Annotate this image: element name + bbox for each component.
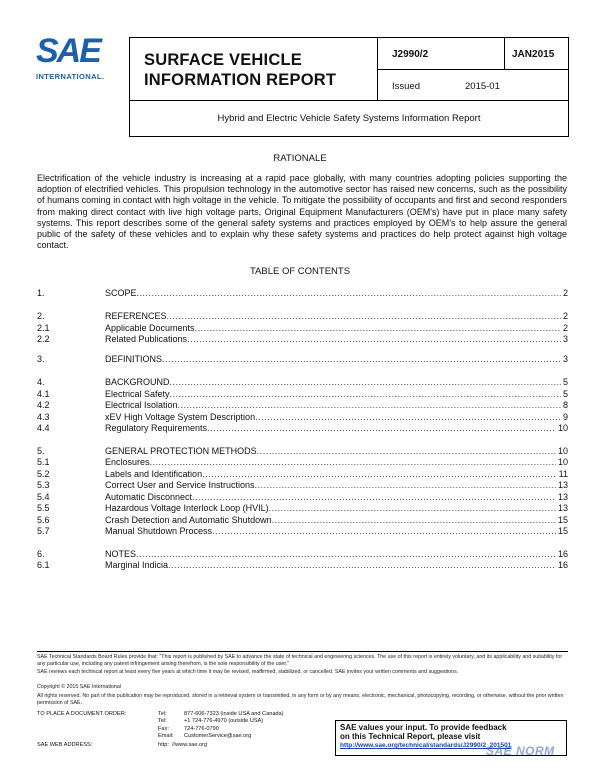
toc-entry-number: 5.7: [37, 526, 50, 536]
toc-entry-number: 4.4: [37, 423, 50, 433]
toc-leader-dots: [137, 288, 561, 299]
toc-entry-number: 6.1: [37, 560, 50, 570]
footer-copyright: Copyright © 2015 SAE International: [37, 684, 121, 690]
toc-entry-title: Applicable Documents: [105, 323, 195, 333]
toc-entry[interactable]: [37, 526, 568, 537]
fax-label: Fax:: [158, 726, 169, 732]
toc-leader-dots: [170, 377, 561, 388]
toc-entry-title-line: [105, 503, 568, 514]
feedback-line-2: on this Technical Report, please visit: [340, 732, 481, 741]
toc-entry[interactable]: [37, 389, 568, 400]
toc-entry-title-line: [105, 354, 568, 365]
toc-entry-page: 3: [562, 354, 568, 364]
toc-entry-title: Marginal Indicia: [105, 560, 169, 570]
fax-number: 724-776-0790: [184, 726, 219, 732]
toc-entry-page: 2: [562, 323, 568, 333]
toc-entry-page: 13: [557, 492, 568, 502]
header-divider: [377, 69, 569, 70]
toc-entry[interactable]: [37, 412, 568, 423]
toc-entry[interactable]: [37, 469, 568, 480]
toc-leader-dots: [178, 400, 561, 411]
toc-entry-number: 5.6: [37, 515, 50, 525]
toc-entry[interactable]: [37, 400, 568, 411]
toc-entry[interactable]: [37, 492, 568, 503]
toc-entry-number: 5.4: [37, 492, 50, 502]
toc-entry-page: 8: [562, 400, 568, 410]
toc-entry-title-line: [105, 423, 568, 434]
toc-entry-title: BACKGROUND: [105, 377, 170, 387]
toc-entry[interactable]: [37, 377, 568, 388]
toc-entry-page: 11: [558, 469, 568, 479]
toc-entry[interactable]: [37, 323, 568, 334]
toc-leader-dots: [162, 354, 561, 365]
toc-entry-title-line: [105, 446, 568, 457]
toc-entry-page: 16: [557, 549, 568, 559]
order-label: TO PLACE A DOCUMENT ORDER:: [37, 711, 127, 717]
toc-entry-page: 15: [557, 515, 568, 525]
toc-leader-dots: [187, 334, 561, 345]
toc-leader-dots: [167, 311, 561, 322]
sae-logo-mark: SAE: [36, 32, 100, 70]
toc-entry-title-line: [105, 400, 568, 411]
document-number: J2990/2: [392, 49, 429, 60]
toc-entry-number: 4.1: [37, 389, 50, 399]
toc-entry-number: 2.2: [37, 334, 50, 344]
toc-entry[interactable]: [37, 423, 568, 434]
title-line-1: SURFACE VEHICLE: [144, 51, 302, 69]
toc-entry-title: DEFINITIONS: [105, 354, 163, 364]
toc-entry-number: 2.1: [37, 323, 50, 333]
toc-entry-number: 6.: [37, 549, 45, 559]
issued-date: 2015-01: [465, 81, 500, 92]
toc-leader-dots: [272, 515, 556, 526]
document-header-box: [129, 37, 569, 101]
toc-heading: TABLE OF CONTENTS: [249, 266, 351, 277]
toc-entry[interactable]: [37, 446, 568, 457]
toc-entry-title: Related Publications: [105, 334, 188, 344]
toc-entry-title: Hazardous Voltage Interlock Loop (HVIL): [105, 503, 269, 513]
toc-entry-title-line: [105, 334, 568, 345]
toc-entry-title: Electrical Safety: [105, 389, 170, 399]
toc-entry-number: 4.2: [37, 400, 50, 410]
toc-leader-dots: [192, 492, 556, 503]
toc-entry-number: 3.: [37, 354, 45, 364]
toc-entry-title: NOTES: [105, 549, 137, 559]
toc-entry-page: 15: [557, 526, 568, 536]
feedback-line-1: SAE values your input. To provide feedback: [340, 723, 507, 732]
toc-entry-title: Electrical Isolation: [105, 400, 178, 410]
toc-entry-page: 3: [562, 334, 568, 344]
rationale-heading: RATIONALE: [273, 153, 327, 164]
toc-leader-dots: [255, 480, 556, 491]
toc-leader-dots: [168, 560, 556, 571]
toc-entry[interactable]: [37, 288, 568, 299]
feedback-link[interactable]: http://www.sae.org/technical/standards/J2990/2_201501: [340, 742, 512, 749]
web-protocol: http:: [158, 742, 169, 748]
toc-entry-page: 10: [557, 457, 568, 467]
toc-entry-title: Automatic Disconnect: [105, 492, 193, 502]
toc-leader-dots: [202, 469, 557, 480]
toc-entry-number: 5.: [37, 446, 45, 456]
document-type-title: [144, 50, 336, 90]
toc-entry-title: GENERAL PROTECTION METHODS: [105, 446, 257, 456]
toc-entry-page: 16: [557, 560, 568, 570]
toc-entry-page: 2: [562, 288, 568, 298]
toc-entry[interactable]: [37, 515, 568, 526]
toc-entry[interactable]: [37, 311, 568, 322]
toc-entry-title-line: [105, 389, 568, 400]
toc-entry[interactable]: [37, 334, 568, 345]
toc-entry-title-line: [105, 526, 568, 537]
toc-leader-dots: [195, 323, 561, 334]
toc-entry-page: 2: [562, 311, 568, 321]
footer-rights-text: All rights reserved. No part of this publication may be reproduced, stored in a retrieval system or transmitted, in any form or by any means, electronic, mechanical, photocopying, recording, or otherwise, without the prior written permission of SAE.: [37, 693, 564, 706]
toc-entry-title: Labels and Identification: [105, 469, 203, 479]
toc-entry-number: 4.: [37, 377, 45, 387]
toc-entry-title: Manual Shutdown Process: [105, 526, 213, 536]
email-label: Email:: [158, 733, 174, 739]
toc-leader-dots: [136, 549, 556, 560]
toc-leader-dots: [212, 526, 556, 537]
web-label: SAE WEB ADDRESS:: [37, 742, 93, 748]
toc-entry-page: 5: [562, 377, 568, 387]
toc-entry-title: xEV High Voltage System Description: [105, 412, 256, 422]
toc-leader-dots: [255, 412, 561, 423]
toc-entry-number: 5.2: [37, 469, 50, 479]
header-divider: [504, 38, 505, 69]
tel-inside: 877-606-7323 (inside USA and Canada): [184, 711, 284, 717]
footer-review-text: SAE reviews each technical report at least every five years at which time it may be revised, reaffirmed, stabilized, or cancelled. SAE invites your written comments and suggestions.: [37, 669, 459, 675]
toc-entry-number: 5.1: [37, 457, 50, 467]
toc-entry-number: 4.3: [37, 412, 50, 422]
toc-entry-title-line: [105, 560, 568, 571]
toc-entry-title: Crash Detection and Automatic Shutdown: [105, 515, 272, 525]
toc-entry-title: SCOPE: [105, 288, 137, 298]
subject-box: [129, 100, 569, 137]
toc-entry[interactable]: [37, 457, 568, 468]
tel-outside: +1 724-776-4970 (outside USA): [184, 718, 264, 724]
toc-entry-page: 10: [557, 446, 568, 456]
toc-entry-title-line: [105, 480, 568, 491]
toc-entry[interactable]: [37, 480, 568, 491]
toc-leader-dots: [150, 457, 556, 468]
toc-entry-title: Enclosures: [105, 457, 150, 467]
toc-entry-title-line: [105, 377, 568, 388]
toc-entry[interactable]: [37, 503, 568, 514]
toc-entry-title-line: [105, 412, 568, 423]
toc-entry-title: Regulatory Requirements: [105, 423, 208, 433]
watermark: SAE NORM: [486, 744, 555, 758]
sae-logo: [32, 34, 114, 84]
toc-leader-dots: [170, 389, 561, 400]
issued-label: Issued: [392, 81, 420, 92]
toc-leader-dots: [257, 446, 556, 457]
toc-entry-number: 5.5: [37, 503, 50, 513]
toc-entry-title-line: [105, 288, 568, 299]
toc-entry[interactable]: [37, 354, 568, 365]
footer-rule: [37, 651, 568, 652]
toc-entry-title-line: [105, 492, 568, 503]
footer-rules-text: SAE Technical Standards Board Rules provide that: "This report is published by SAE to advance the state of technical and engineering sciences. The use of this report is entirely voluntary, and its applicability and suitability for any particular use, including any patent infringement arising therefrom, is the sole responsibility of the user.": [37, 654, 563, 667]
toc-entry-page: 9: [562, 412, 568, 422]
document-subject: Hybrid and Electric Vehicle Safety Systems Information Report: [217, 113, 481, 124]
toc-entry-title: Correct User and Service Instructions: [105, 480, 255, 490]
toc-entry-page: 5: [562, 389, 568, 399]
toc-entry-title-line: [105, 311, 568, 322]
toc-entry-page: 13: [557, 480, 568, 490]
toc-entry-page: 10: [557, 423, 568, 433]
toc-entry-title: REFERENCES: [105, 311, 167, 321]
document-date: JAN2015: [512, 49, 555, 60]
toc-leader-dots: [207, 423, 556, 434]
toc-entry-page: 13: [557, 503, 568, 513]
toc-entry-number: 2.: [37, 311, 45, 321]
web-address[interactable]: //www.sae.org: [172, 742, 208, 748]
email-address[interactable]: CustomerService@sae.org: [184, 733, 252, 739]
rationale-text: Electrification of the vehicle industry is increasing at a rapid pace globally, with many countries adopting policies supporting the adoption of electrified vehicles. This propulsion technology in the automotive sector has raised new concerns, such as the possibility of humans coming in contact with high voltage in the vehicle. To mitigate the possibility of occupants and first and second responders from making direct contact with live high voltage parts, Original Equipment Manufacturers (OEM's) have put in place many safety systems. This report describes some of the general safety systems and practices employed by OEM's to help assure the general public of the safety of these vehicles and to explain why these safety systems and practices do help protect against high voltage contact.: [37, 173, 567, 251]
tel2-label: Tel:: [158, 718, 167, 724]
tel-label: Tel:: [158, 711, 167, 717]
sae-logo-subtext: INTERNATIONAL.: [36, 72, 105, 81]
toc-entry-title-line: [105, 457, 568, 468]
title-line-2: INFORMATION REPORT: [144, 71, 337, 89]
toc-entry-title-line: [105, 469, 568, 480]
toc-leader-dots: [269, 503, 556, 514]
toc-entry-title-line: [105, 549, 568, 560]
toc-entry[interactable]: [37, 549, 568, 560]
toc-entry-number: 5.3: [37, 480, 50, 490]
toc-entry-number: 1.: [37, 288, 45, 298]
toc-entry[interactable]: [37, 560, 568, 571]
toc-entry-title-line: [105, 323, 568, 334]
toc-entry-title-line: [105, 515, 568, 526]
